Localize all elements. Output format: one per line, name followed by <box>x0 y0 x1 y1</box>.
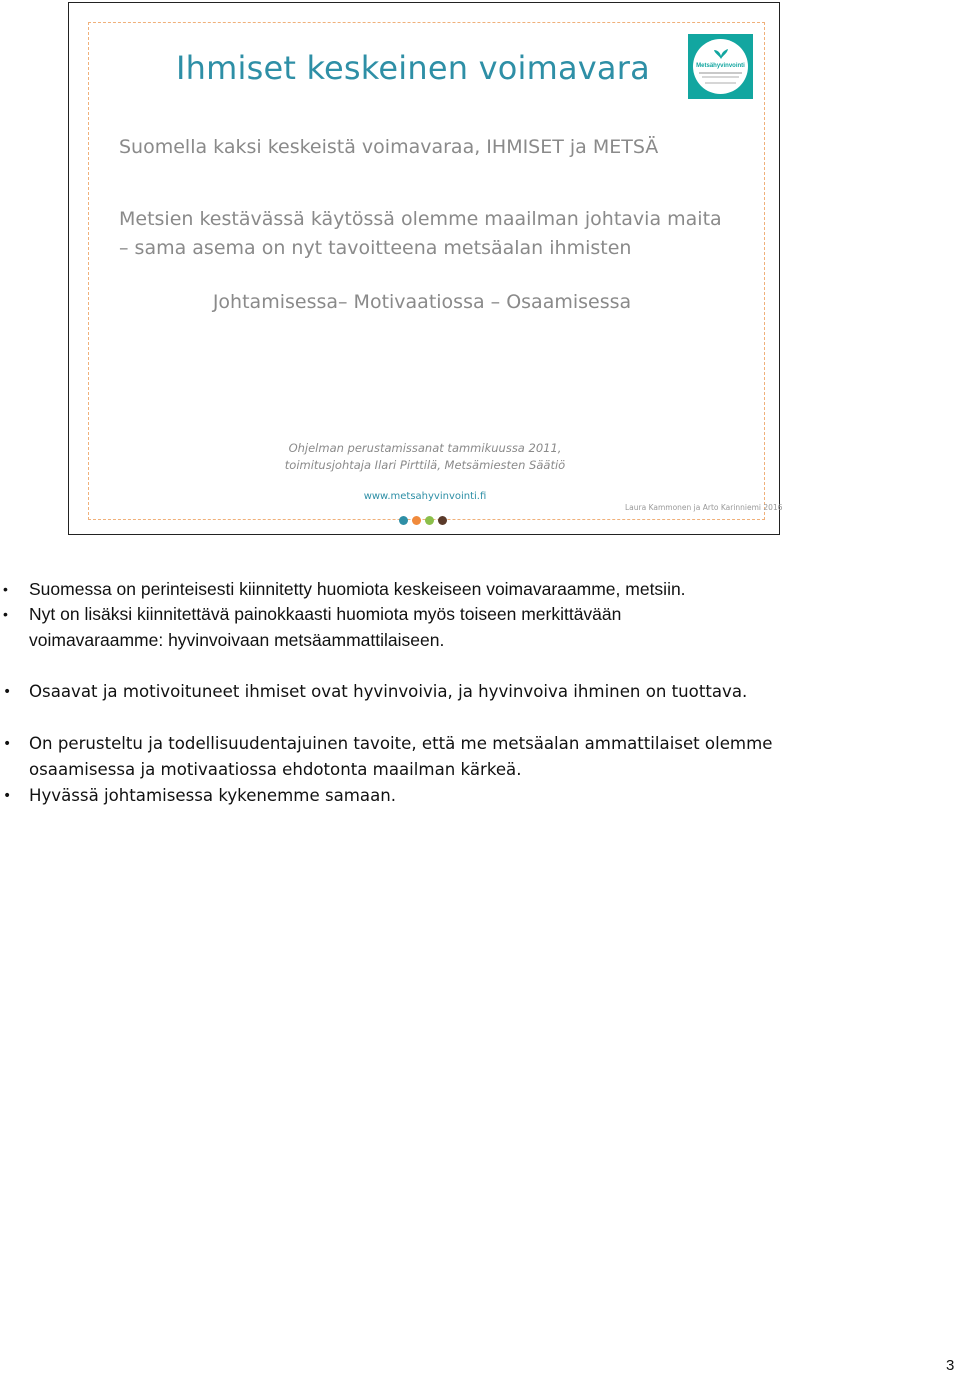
slide-thumbnail <box>68 2 783 535</box>
bullet: • <box>3 684 12 700</box>
note-item <box>3 679 748 705</box>
bullet: • <box>3 736 12 752</box>
logo-tagline <box>699 72 742 74</box>
note-item <box>3 783 397 809</box>
slide-focus-line <box>69 291 781 313</box>
bullet: • <box>3 788 12 804</box>
note-item <box>3 731 773 757</box>
slide-credit: Laura Kammonen ja Arto Karinniemi 2016 <box>625 503 783 512</box>
slide-url: www.metsahyvinvointi.fi <box>363 491 487 502</box>
bullet: • <box>3 606 8 622</box>
dot-3 <box>425 516 434 525</box>
note-text: Nyt on lisäksi kiinnitettävä painokkaasti huomiota myös toiseen merkittävään <box>29 604 622 624</box>
slide-dots <box>399 512 451 522</box>
logo-url <box>705 82 736 84</box>
slide-paragraph <box>119 205 722 263</box>
logo-circle <box>693 39 748 94</box>
metsahyvinvointi-logo <box>688 34 753 99</box>
slide-paragraph-line: Metsien kestävässä käytössä olemme maailman johtavia maita <box>119 208 722 230</box>
note-text: voimavaraamme: hyvinvoivaan metsäammattilaiseen. <box>29 630 445 650</box>
slide-paragraph-line: – sama asema on nyt tavoitteena metsäalan ihmisten <box>119 237 632 259</box>
logo-tagline <box>702 76 739 78</box>
note-item <box>3 601 622 627</box>
bullet: • <box>3 581 8 597</box>
slide-focus-text: Johtamisessa– Motivaatiossa – Osaamisessa <box>212 291 632 313</box>
dot-1 <box>399 516 408 525</box>
logo-name: Metsähyvinvointi <box>696 63 745 69</box>
slide-quote <box>69 440 781 474</box>
note-item <box>29 627 444 653</box>
dot-4 <box>438 516 447 525</box>
note-text: Suomessa on perinteisesti kiinnitetty huomiota keskeiseen voimavaraamme, metsiin. <box>29 579 686 599</box>
dot-2 <box>412 516 421 525</box>
slide-subtitle: Suomella kaksi keskeistä voimavaraa, IHMISET ja METSÄ <box>119 136 659 158</box>
slide-title: Ihmiset keskeinen voimavara <box>176 49 650 87</box>
note-item <box>3 576 686 602</box>
butterfly-icon <box>713 47 729 61</box>
note-text: Hyvässä johtamisessa kykenemme samaan. <box>29 786 397 805</box>
page-number: 3 <box>946 1357 955 1374</box>
note-item <box>29 757 522 783</box>
slide-quote-line: toimitusjohtaja Ilari Pirttilä, Metsämiesten Säätiö <box>284 458 566 472</box>
note-text: On perusteltu ja todellisuudentajuinen tavoite, että me metsäalan ammattilaiset olemme <box>29 734 773 753</box>
note-text: Osaavat ja motivoituneet ihmiset ovat hyvinvoivia, ja hyvinvoiva ihminen on tuottava. <box>29 682 748 701</box>
note-text: osaamisessa ja motivaatiossa ehdotonta maailman kärkeä. <box>29 760 522 779</box>
slide-quote-line: Ohjelman perustamissanat tammikuussa 2011, <box>288 441 562 455</box>
